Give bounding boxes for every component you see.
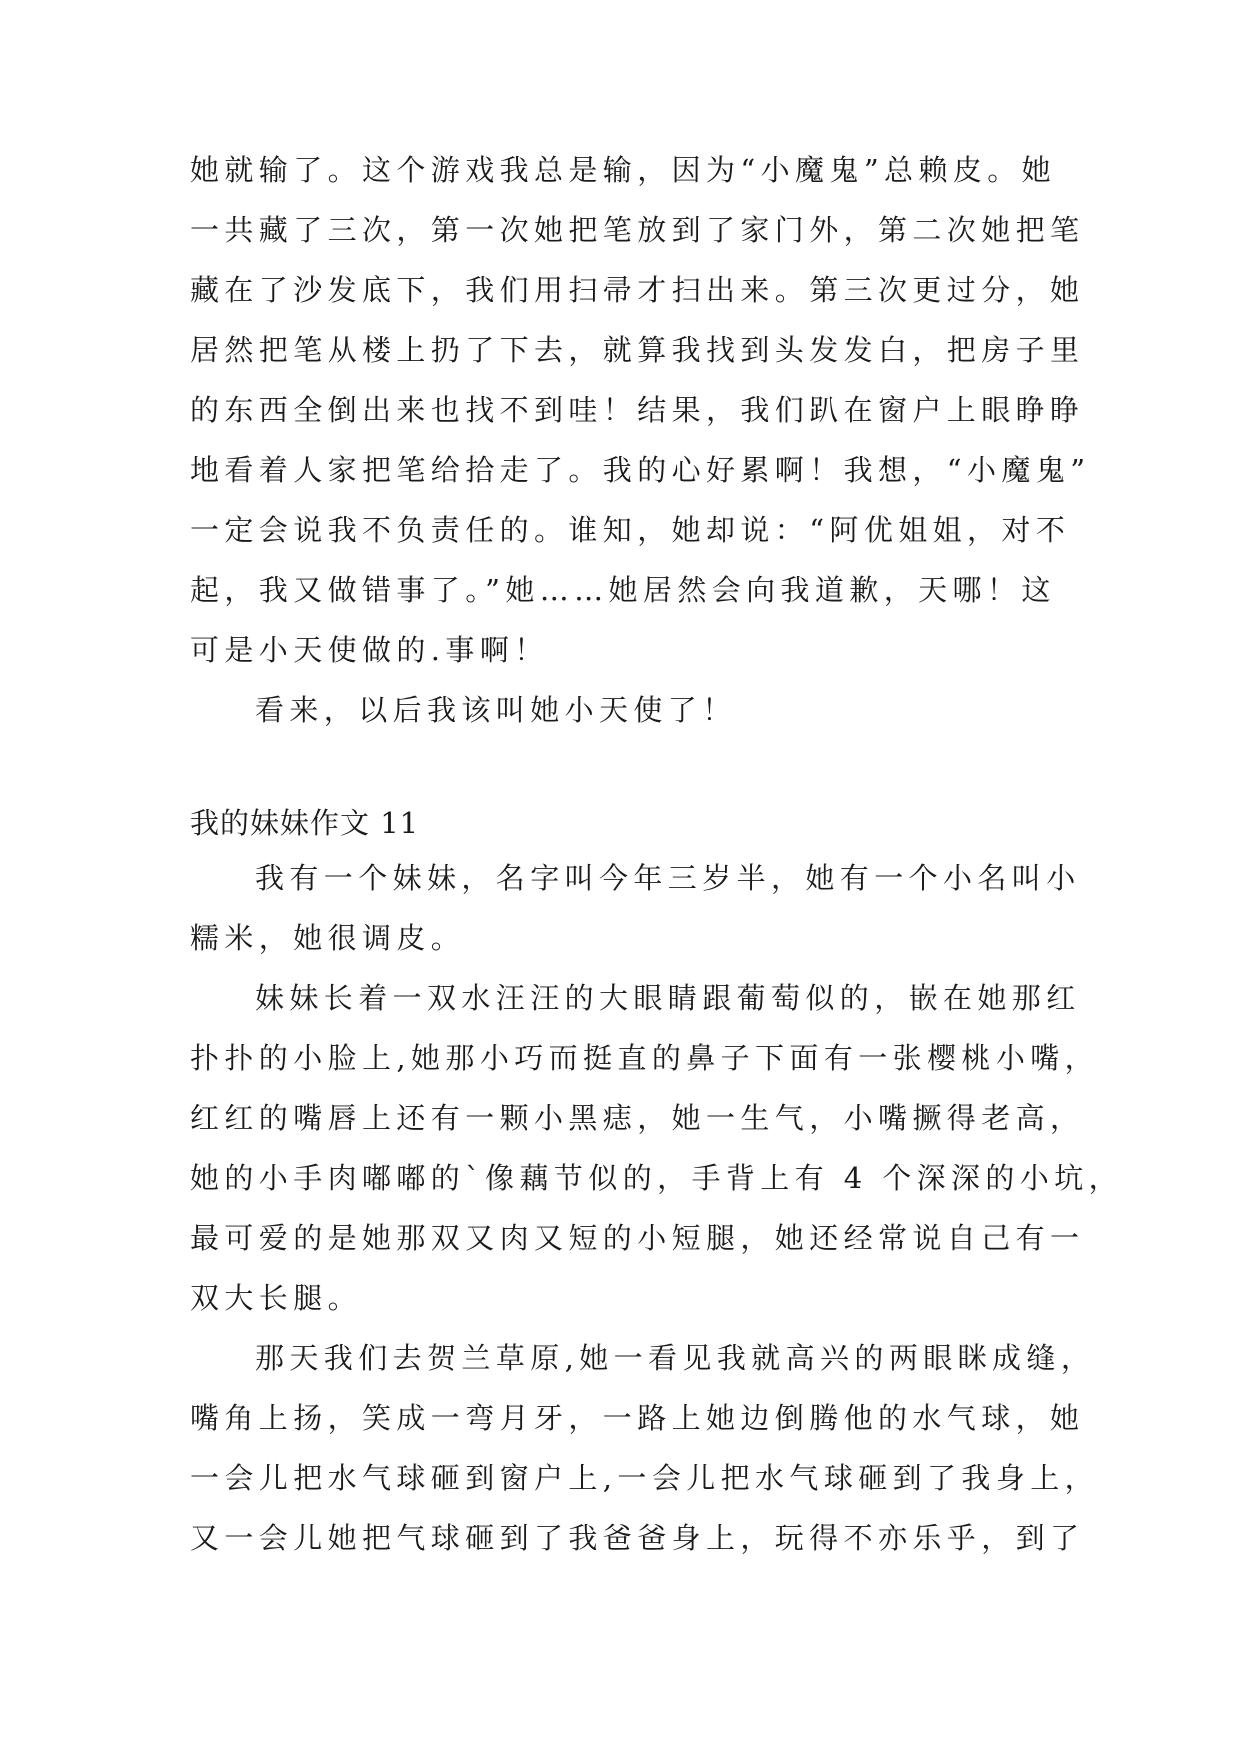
text-line: 红红的嘴唇上还有一颗小黑痣，她一生气，小嘴撅得老高， (190, 1101, 1085, 1135)
text-line: 她就输了。这个游戏我总是输，因为“小魔鬼”总赖皮。她 (190, 153, 1057, 187)
text-line: 双大长腿。 (190, 1281, 363, 1315)
text-line: 起，我又做错事了。”她……她居然会向我道歉，天哪！这 (190, 573, 1056, 607)
text-line: 地看着人家把笔给拾走了。我的心好累啊！我想，“小魔鬼” (190, 453, 1091, 487)
text-line: 糯米，她很调皮。 (190, 921, 466, 955)
text-line: 一共藏了三次，第一次她把笔放到了家门外，第二次她把笔 (190, 213, 1085, 247)
text-line: 扑扑的小脸上,她那小巧而挺直的鼻子下面有一张樱桃小嘴， (190, 1041, 1100, 1075)
paragraph-line: 我有一个妹妹，名字叫今年三岁半，她有一个小名叫小 (255, 861, 1081, 895)
text-line: 又一会儿她把气球砸到了我爸爸身上，玩得不亦乐乎，到了 (190, 1521, 1085, 1555)
text-line: 的东西全倒出来也找不到哇！结果，我们趴在窗户上眼睁睁 (190, 393, 1085, 427)
section-heading: 我的妹妹作文 11 (190, 806, 420, 840)
text-line: 藏在了沙发底下，我们用扫帚才扫出来。第三次更过分，她 (190, 273, 1085, 307)
paragraph-line: 看来，以后我该叫她小天使了！ (255, 693, 737, 727)
text-line: 最可爱的是她那双又肉又短的小短腿，她还经常说自己有一 (190, 1221, 1085, 1255)
text-line: 她的小手肉嘟嘟的`像藕节似的，手背上有 4 个深深的小坑， (190, 1161, 1123, 1195)
paragraph-line: 妹妹长着一双水汪汪的大眼睛跟葡萄似的，嵌在她那红 (255, 981, 1081, 1015)
text-line: 一会儿把水气球砸到窗户上,一会儿把水气球砸到了我身上， (190, 1461, 1100, 1495)
text-line: 嘴角上扬，笑成一弯月牙，一路上她边倒腾他的水气球，她 (190, 1401, 1085, 1435)
text-line: 居然把笔从楼上扔了下去，就算我找到头发发白，把房子里 (190, 333, 1085, 367)
paragraph-line: 那天我们去贺兰草原,她一看见我就高兴的两眼眯成缝， (255, 1341, 1096, 1375)
text-line: 一定会说我不负责任的。谁知，她却说：“阿优姐姐，对不 (190, 513, 1071, 547)
text-line: 可是小天使做的.事啊！ (190, 633, 549, 667)
